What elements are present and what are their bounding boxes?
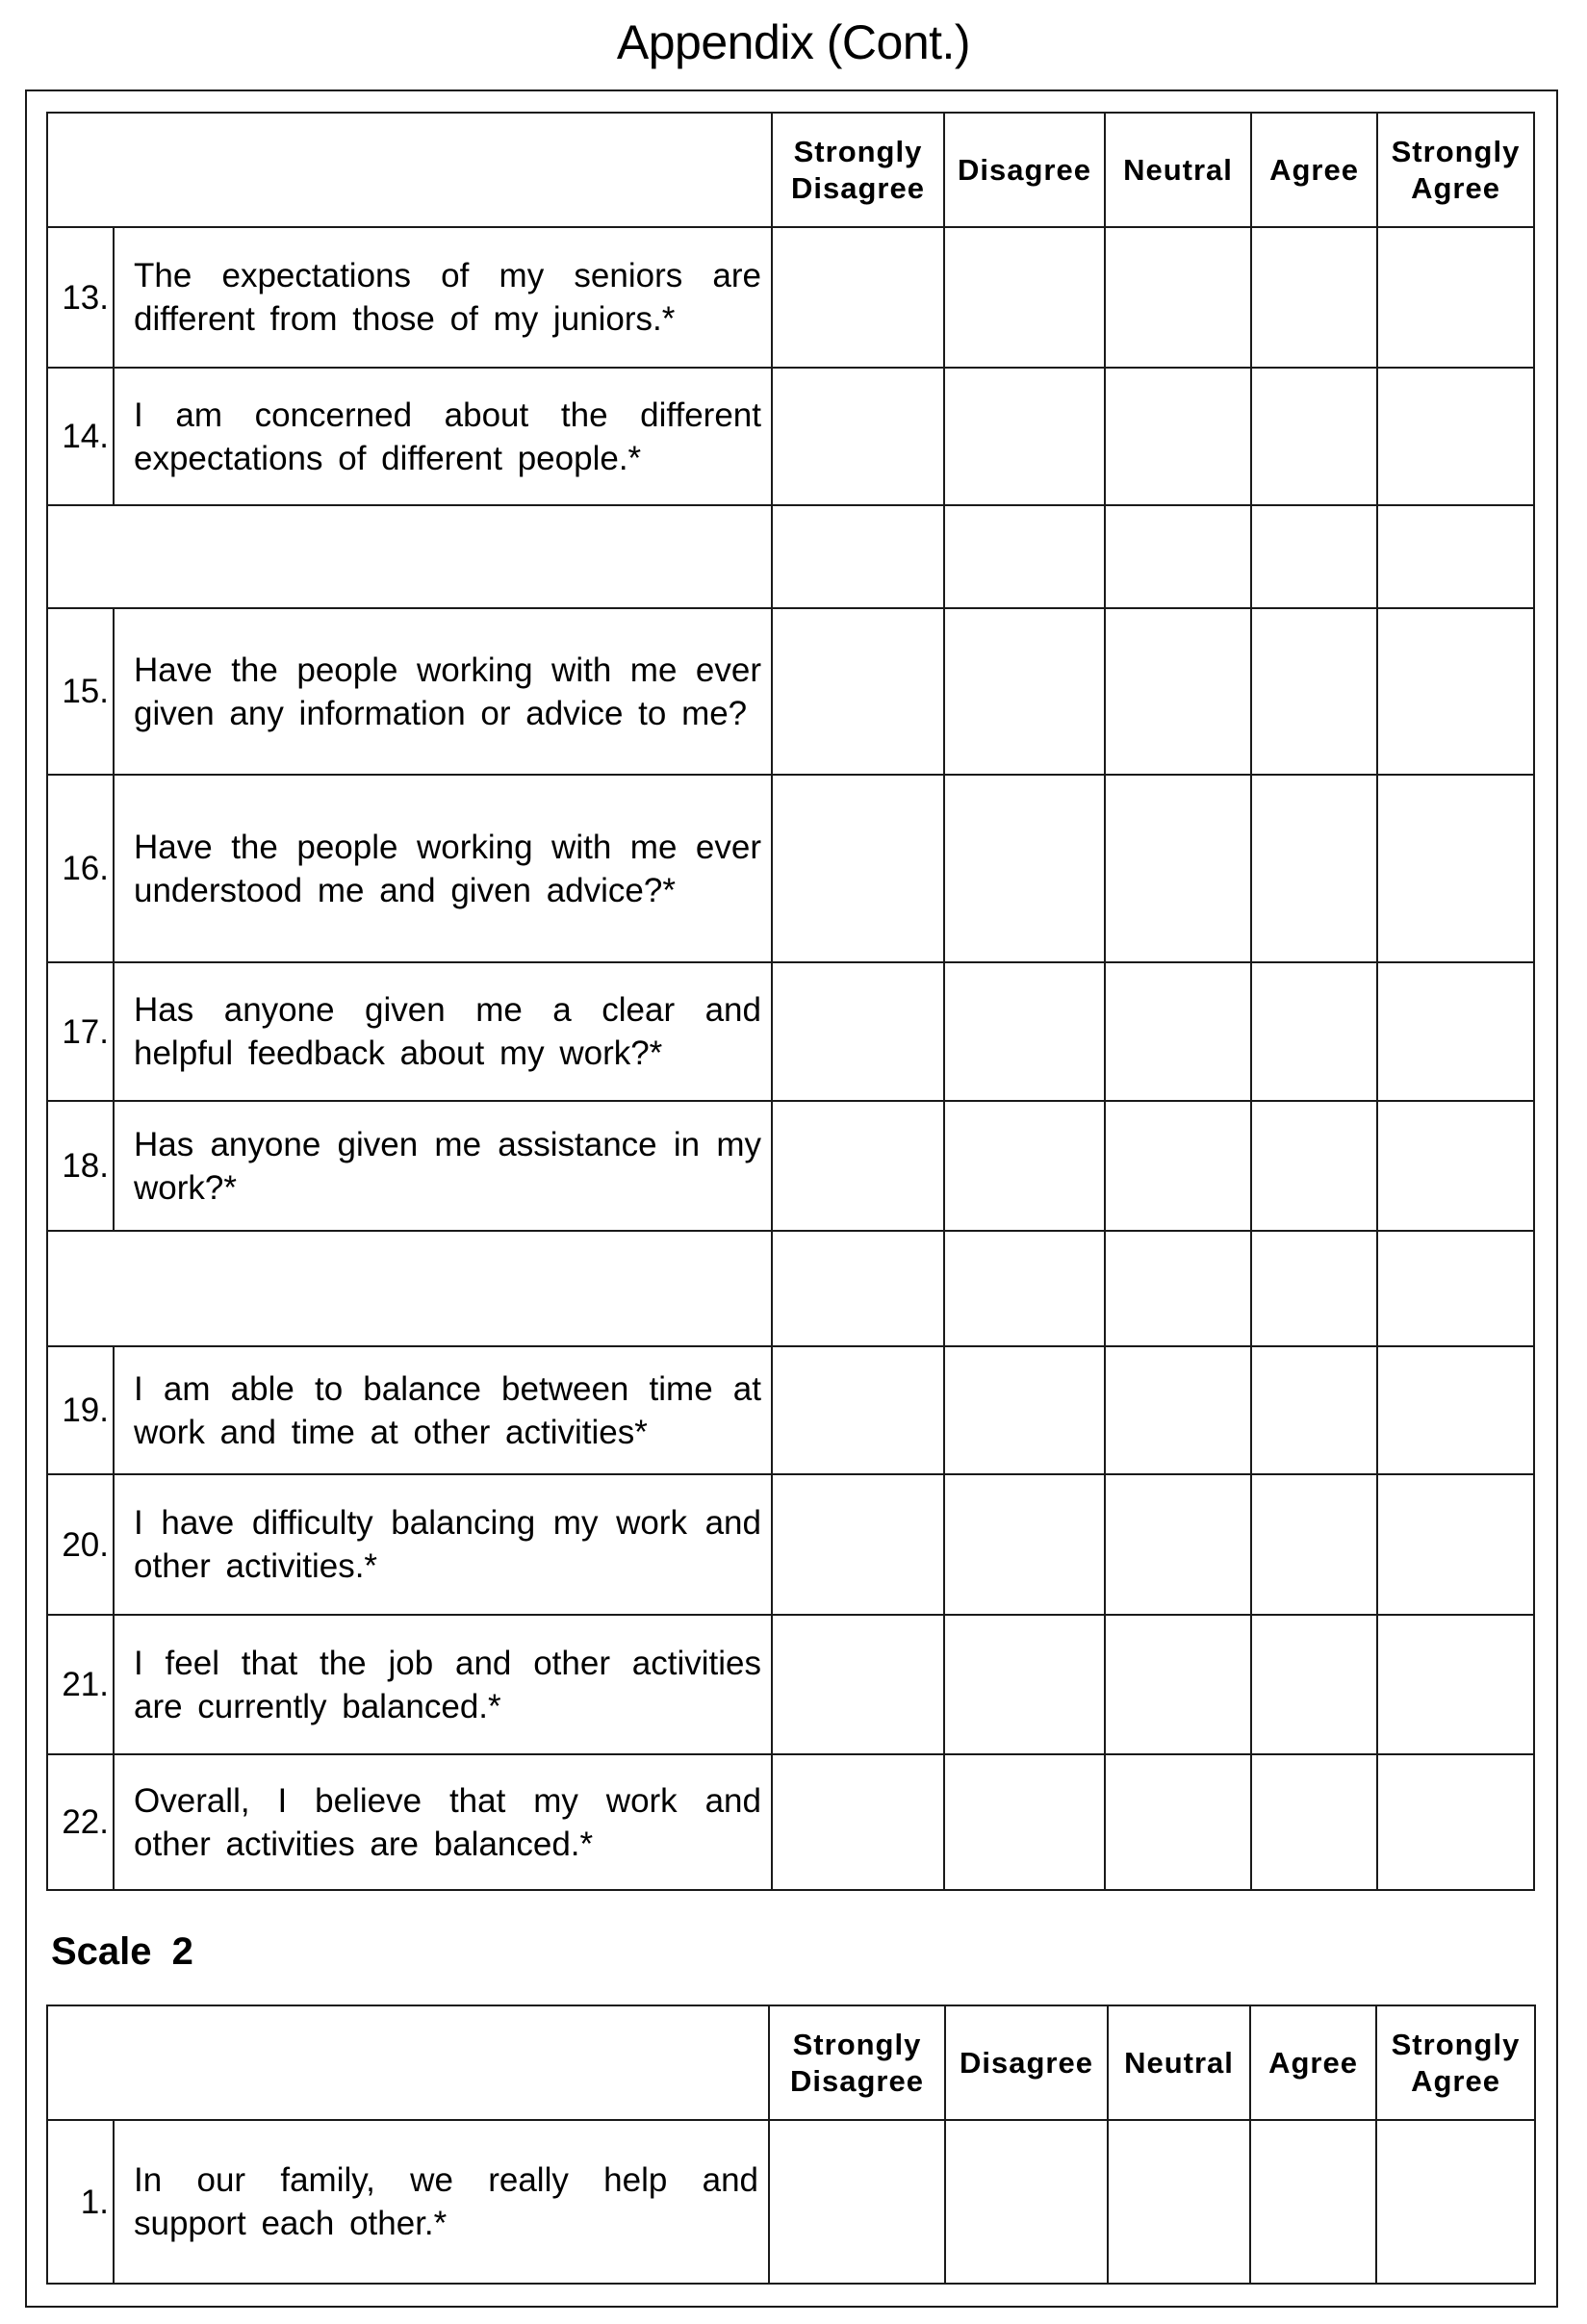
item-number: 21. xyxy=(47,1615,114,1754)
item-number: 16. xyxy=(47,775,114,962)
item-row xyxy=(47,227,1534,368)
header-row xyxy=(47,2005,1535,2120)
header-strongly-disagree xyxy=(772,113,944,227)
response-cell-agree[interactable] xyxy=(1251,775,1377,962)
response-cell-disagree[interactable] xyxy=(944,1346,1105,1474)
header-strongly-disagree-line2: Disagree xyxy=(790,2063,924,2098)
item-number: 13. xyxy=(47,227,114,368)
item-text: The expectations of my seniors are different from those of my juniors.* xyxy=(114,227,772,368)
item-row xyxy=(47,1101,1534,1231)
response-cell-strongly-disagree[interactable] xyxy=(772,1101,944,1231)
item-text: I feel that the job and other activities are currently balanced.* xyxy=(114,1615,772,1754)
response-cell-neutral[interactable] xyxy=(1105,1346,1251,1474)
response-cell-strongly-disagree[interactable] xyxy=(772,1474,944,1615)
header-row xyxy=(47,113,1534,227)
response-cell-disagree[interactable] xyxy=(944,227,1105,368)
item-text: Has anyone given me a clear and helpful feedback about my work?* xyxy=(114,962,772,1101)
item-row xyxy=(47,1474,1534,1615)
response-cell-neutral[interactable] xyxy=(1105,962,1251,1101)
response-cell-agree[interactable] xyxy=(1251,368,1377,505)
response-cell-strongly-agree[interactable] xyxy=(1376,2120,1535,2284)
blank-cell xyxy=(1105,1231,1251,1346)
item-text: I am able to balance between time at work and time at other activities* xyxy=(114,1346,772,1474)
response-cell-disagree[interactable] xyxy=(944,1474,1105,1615)
response-cell-agree[interactable] xyxy=(1251,1615,1377,1754)
blank-cell xyxy=(1251,505,1377,608)
header-strongly-disagree-line1: Strongly xyxy=(793,134,923,168)
blank-cell xyxy=(944,505,1105,608)
item-row xyxy=(47,608,1534,775)
item-number: 22. xyxy=(47,1754,114,1890)
response-cell-agree[interactable] xyxy=(1251,1346,1377,1474)
response-cell-neutral[interactable] xyxy=(1108,2120,1250,2284)
item-row xyxy=(47,1346,1534,1474)
item-row xyxy=(47,368,1534,505)
item-number: 20. xyxy=(47,1474,114,1615)
response-cell-strongly-agree[interactable] xyxy=(1377,1615,1534,1754)
blank-cell xyxy=(47,1231,772,1346)
blank-cell xyxy=(1377,1231,1534,1346)
item-row xyxy=(47,1754,1534,1890)
response-cell-disagree[interactable] xyxy=(944,962,1105,1101)
item-text: In our family, we really help and support each other.* xyxy=(114,2120,769,2284)
header-strongly-agree-line1: Strongly xyxy=(1391,134,1521,168)
item-number: 18. xyxy=(47,1101,114,1231)
header-neutral: Neutral xyxy=(1108,2005,1250,2120)
blank-separator-row xyxy=(47,505,1534,608)
response-cell-disagree[interactable] xyxy=(944,1101,1105,1231)
response-cell-strongly-agree[interactable] xyxy=(1377,1101,1534,1231)
item-header-blank xyxy=(47,2005,769,2120)
response-cell-disagree[interactable] xyxy=(944,1615,1105,1754)
response-cell-strongly-disagree[interactable] xyxy=(772,227,944,368)
header-disagree: Disagree xyxy=(944,113,1105,227)
response-cell-neutral[interactable] xyxy=(1105,775,1251,962)
item-text: Have the people working with me ever given any information or advice to me? xyxy=(114,608,772,775)
response-cell-disagree[interactable] xyxy=(944,608,1105,775)
item-text: I have difficulty balancing my work and other activities.* xyxy=(114,1474,772,1615)
scale2-table xyxy=(46,2005,1536,2285)
response-cell-strongly-agree[interactable] xyxy=(1377,227,1534,368)
scale2-heading: Scale 2 xyxy=(51,1930,193,1973)
response-cell-strongly-agree[interactable] xyxy=(1377,775,1534,962)
page-title: Appendix (Cont.) xyxy=(616,15,971,69)
item-number: 14. xyxy=(47,368,114,505)
header-disagree: Disagree xyxy=(945,2005,1108,2120)
header-strongly-disagree-line1: Strongly xyxy=(792,2027,922,2061)
header-strongly-disagree-line2: Disagree xyxy=(791,170,925,205)
response-cell-strongly-disagree[interactable] xyxy=(772,962,944,1101)
response-cell-disagree[interactable] xyxy=(945,2120,1108,2284)
header-neutral: Neutral xyxy=(1105,113,1251,227)
header-strongly-agree-line2: Agree xyxy=(1411,170,1500,205)
item-number: 15. xyxy=(47,608,114,775)
response-cell-neutral[interactable] xyxy=(1105,1101,1251,1231)
response-cell-strongly-agree[interactable] xyxy=(1377,962,1534,1101)
item-text: I am concerned about the different expectations of different people.* xyxy=(114,368,772,505)
response-cell-disagree[interactable] xyxy=(944,1754,1105,1890)
response-cell-strongly-agree[interactable] xyxy=(1377,1346,1534,1474)
item-row xyxy=(47,1615,1534,1754)
item-text: Has anyone given me assistance in my work?* xyxy=(114,1101,772,1231)
blank-cell xyxy=(772,1231,944,1346)
response-cell-agree[interactable] xyxy=(1251,608,1377,775)
blank-cell xyxy=(1377,505,1534,608)
item-text: Overall, I believe that my work and other activities are balanced.* xyxy=(114,1754,772,1890)
response-cell-neutral[interactable] xyxy=(1105,368,1251,505)
response-cell-strongly-agree[interactable] xyxy=(1377,1474,1534,1615)
response-cell-strongly-disagree[interactable] xyxy=(769,2120,945,2284)
response-cell-agree[interactable] xyxy=(1251,227,1377,368)
header-agree: Agree xyxy=(1250,2005,1376,2120)
response-cell-strongly-agree[interactable] xyxy=(1377,368,1534,505)
response-cell-strongly-disagree[interactable] xyxy=(772,1615,944,1754)
item-number: 1. xyxy=(47,2120,114,2284)
response-cell-disagree[interactable] xyxy=(944,368,1105,505)
response-cell-strongly-disagree[interactable] xyxy=(772,775,944,962)
item-number: 17. xyxy=(47,962,114,1101)
item-number: 19. xyxy=(47,1346,114,1474)
item-row xyxy=(47,2120,1535,2284)
item-row xyxy=(47,775,1534,962)
item-text: Have the people working with me ever understood me and given advice?* xyxy=(114,775,772,962)
header-strongly-agree-line2: Agree xyxy=(1411,2063,1500,2098)
item-header-blank xyxy=(47,113,772,227)
response-cell-agree[interactable] xyxy=(1251,1754,1377,1890)
header-strongly-agree-line1: Strongly xyxy=(1391,2027,1521,2061)
blank-cell xyxy=(1251,1231,1377,1346)
scale1-table xyxy=(46,112,1535,1891)
header-strongly-agree xyxy=(1377,113,1534,227)
response-cell-neutral[interactable] xyxy=(1105,1754,1251,1890)
header-strongly-disagree xyxy=(769,2005,945,2120)
response-cell-agree[interactable] xyxy=(1251,1474,1377,1615)
header-agree: Agree xyxy=(1251,113,1377,227)
response-cell-agree[interactable] xyxy=(1251,962,1377,1101)
response-cell-agree[interactable] xyxy=(1250,2120,1376,2284)
blank-separator-row xyxy=(47,1231,1534,1346)
response-cell-neutral[interactable] xyxy=(1105,1615,1251,1754)
response-cell-strongly-agree[interactable] xyxy=(1377,608,1534,775)
response-cell-strongly-disagree[interactable] xyxy=(772,368,944,505)
response-cell-strongly-disagree[interactable] xyxy=(772,1754,944,1890)
blank-cell xyxy=(944,1231,1105,1346)
response-cell-neutral[interactable] xyxy=(1105,227,1251,368)
response-cell-neutral[interactable] xyxy=(1105,608,1251,775)
response-cell-strongly-disagree[interactable] xyxy=(772,608,944,775)
response-cell-disagree[interactable] xyxy=(944,775,1105,962)
header-strongly-agree xyxy=(1376,2005,1535,2120)
blank-cell xyxy=(1105,505,1251,608)
item-row xyxy=(47,962,1534,1101)
response-cell-strongly-disagree[interactable] xyxy=(772,1346,944,1474)
blank-cell xyxy=(772,505,944,608)
blank-cell xyxy=(47,505,772,608)
response-cell-agree[interactable] xyxy=(1251,1101,1377,1231)
response-cell-neutral[interactable] xyxy=(1105,1474,1251,1615)
response-cell-strongly-agree[interactable] xyxy=(1377,1754,1534,1890)
